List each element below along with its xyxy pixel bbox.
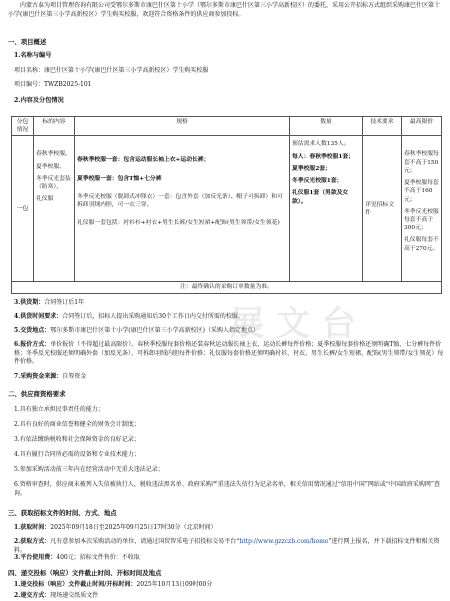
item-cell	[34, 136, 75, 282]
price-2: 夏季校服每套不高于160元；	[404, 180, 439, 203]
header-spec: 规格	[75, 117, 290, 136]
submit-method: 2.递交方式：现场递交纸质文件	[14, 592, 99, 599]
subsection-name-code: 1.名称与编号	[14, 52, 52, 59]
section-2-title: 二、供应商资格要求	[8, 390, 66, 398]
spec-cell	[75, 136, 290, 282]
spec-2: 夏季校服一套：包含T恤+七分裤	[77, 175, 162, 182]
intro-paragraph: 内蒙古泰为项目管理咨询有限公司受鄂尔多斯市康巴什区第十小学（鄂尔多斯市康巴什区第三小学高新校区）的委托，采用公开招标方式组织采购康巴什区第十小学(康巴什区第三小学高新校区）学生购买校服，欢迎符合资格条件的供应商参加投标。	[8, 2, 441, 18]
item-1: 春秋季校服、	[36, 151, 71, 158]
obtain-time: 1.获取时间：2025年09月18日至2025年09月25日17时30分（北京时间）	[14, 524, 217, 531]
table-row	[12, 136, 442, 282]
header-item: 标的内容	[34, 117, 75, 136]
price-1: 春秋季校服每套不高于150元；	[404, 151, 439, 174]
qty-cell	[290, 136, 363, 282]
project-name: 项目名称：康巴什区第十小学(康巴什区第三小学高新校区）学生购买校服	[14, 67, 209, 74]
quote-method: 6.报价方式：单价报价（不得超过最高限价）。春秋季校服每套价格还装春秋运动服长袖上衣、运动长裤每件价格；夏季校服每套价格还须明确T恤、七分裤每件价格；冬季反光校服还须明确外套（加反光条）、可拆卸羽绒内胆每件价格；礼仪服每套价格还须明确衬衫、衬衣、男生长裤/女生短裙、配饰(男生领带/女生领花）每件价格。	[14, 341, 444, 366]
supply-period: 3.供货期：合同签订后1年	[14, 299, 85, 306]
header-qty: 数量	[290, 117, 363, 136]
supply-time: 4.供货时间要求：合同签订后，招标人提出采购通知后30个工作日内交付所需的校服。	[14, 313, 244, 320]
spec-3: 冬季反光校服（脱卸式冲锋衣）一套：包含外套（加反光条）、帽子可拆卸）和可拆卸羽绒内胆，可一衣三穿。	[77, 193, 283, 209]
price-3: 冬季反光校服每套不高于300元；	[404, 208, 439, 232]
qty-total: 预估需求人数135人。	[292, 141, 350, 148]
item-3: 冬季反光套装（防寒）、	[36, 175, 71, 191]
section-4-title: 四、递交投标（响应）文件截止时间、开标时间及地点	[8, 569, 162, 577]
table-note: 注：最终确认的采购订单数量为准。	[12, 282, 442, 294]
requirement-1: 1.具有独立承担民事责任的能力；	[14, 406, 104, 413]
price-cell	[402, 136, 442, 282]
header-price: 最高限价	[402, 117, 442, 136]
header-tech: 技术要求	[363, 117, 402, 136]
spec-1: 春秋季校服一套：包含运动服长袖上衣+运动长裤；	[77, 157, 210, 164]
requirement-3: 3.有依法缴纳税收和社会保障资金的良好记录；	[14, 436, 140, 443]
section-1-title: 一、项目概述	[8, 38, 47, 46]
item-2: 夏季校服、	[36, 163, 65, 170]
requirement-5: 5.参加采购活动前三年内在经营活动中无重大违法记录；	[14, 466, 164, 473]
qty-2: 夏季校服2套；	[292, 165, 331, 172]
qty-4: 礼仪服1套（男款及女款）。	[292, 190, 349, 205]
price-4: 礼仪服每套不高于270元。	[404, 237, 439, 252]
subsection-content: 2.内容及分包情况	[14, 97, 64, 104]
table-header-row	[12, 117, 442, 136]
delivery-place: 5.交货地点：鄂尔多斯市康巴什区第十小学(康巴什区第三小学高新校区)（采购人指定地点）	[14, 327, 259, 334]
platform-link[interactable]: http://www.gzzczb.com/home	[239, 538, 329, 545]
project-code: 项目编号：TWZB2025-101	[14, 81, 92, 88]
deadline: 1.递交投标（响应）文件截止时间/开标时间：2025年10月13日09时00分	[14, 581, 213, 588]
platform-fee: 3.平台使用费：400元；招标文件售价：不收取	[14, 554, 140, 561]
obtain-method: 2.获取方式：凡有意参加本次采购活动的单位，请通过国贸智采电子招投标交易平台“http://www.gzzczb.com/home”进行网上报名，并下载招标文件和相关资料。	[14, 538, 440, 554]
requirement-2: 2.具有良好的商业信誉和健全的财务会计制度；	[14, 421, 140, 428]
item-4: 礼仪服	[36, 196, 54, 203]
qty-1: 每人：春秋季校服1套；	[292, 153, 355, 160]
watermark: 展 文 台	[230, 304, 356, 344]
lot-cell: 一包	[12, 136, 34, 282]
table-note-row	[12, 282, 442, 294]
tech-cell: 详见招标文件	[363, 136, 402, 282]
requirement-4: 4.具有履行合同所必需的设备和专业技术能力；	[14, 451, 140, 458]
section-3-title: 三、获取招标文件的时间、方式、地点	[8, 509, 117, 517]
fund-source: 7.采购资金来源：自筹资金	[14, 373, 87, 380]
header-lot: 分包情况	[12, 117, 34, 136]
spec-table	[11, 116, 442, 294]
spec-4: 礼仪服一套包括：衬衫衫+衬衣+男生长裤/女生短裙+配饰(男生领带/女生领花)	[77, 220, 280, 227]
qty-3: 冬季反光校服1套；	[292, 178, 343, 185]
requirement-6: 6.资格审查时，供应商未被列入失信被执行人、税收违法黑名单、政府采购严重违法失信行为记录名单，相关信用情况通过“信用中国”网站或“中国政府采购网”查询。	[14, 481, 440, 497]
